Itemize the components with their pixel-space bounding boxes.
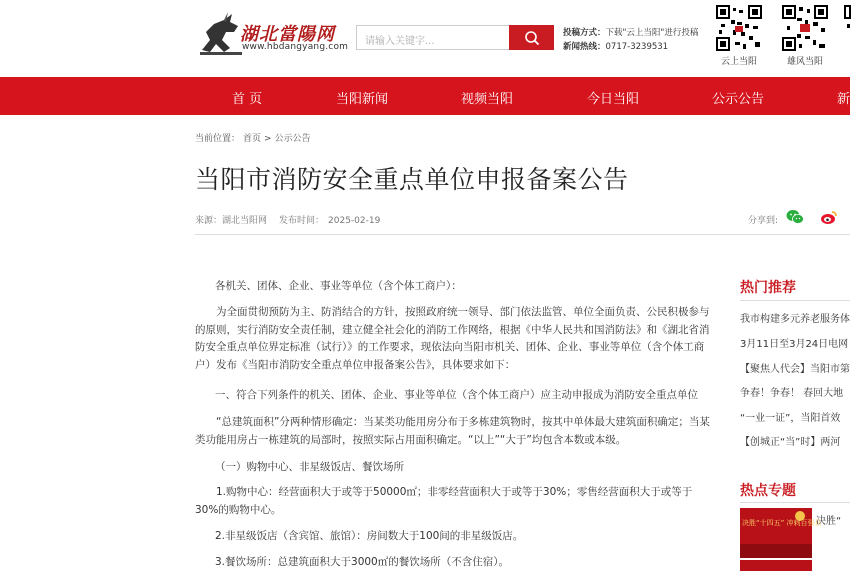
paragraph-item-1: 1.购物中心：经营面积大于或等于50000㎡；非零经营面积大于或等于30%；零售经营面积大于或等于30%的购物中心。	[195, 486, 693, 516]
qr-label-yunshang: 云上当阳	[720, 57, 757, 67]
hot-topic-heading: 热点专题	[740, 483, 796, 499]
paragraph-greeting: 各机关、团体、企业、事业等单位（含个体工商户）：	[215, 280, 462, 292]
qr-code-xiongfeng	[781, 4, 829, 52]
nav-item-more[interactable]: 新	[837, 92, 851, 107]
qr-label-xiongfeng: 雄风当阳	[786, 57, 823, 67]
hot-recommend-divider	[740, 300, 850, 301]
topic-banner-caption: 决胜“十四五” 冲刺百强县	[742, 519, 822, 527]
contact-label-submit: 投稿方式：	[563, 28, 606, 38]
nav-item-today[interactable]: 今日当阳	[587, 92, 640, 107]
breadcrumb-label: 当前位置：	[195, 134, 241, 144]
search-button[interactable]	[509, 25, 554, 50]
logo-url: www.hbdangyang.com	[242, 42, 349, 52]
publish-label: 发布时间：	[279, 216, 325, 226]
hot-item[interactable]: 我市构建多元养老服务体	[740, 314, 850, 325]
article-source: 来源：湖北当阳网	[195, 216, 268, 226]
qr-code-icon	[845, 4, 855, 52]
breadcrumb-separator: >	[264, 134, 272, 144]
wechat-icon	[786, 209, 804, 225]
paragraph-item-3: 3.餐饮场所：总建筑面积大于3000㎡的餐饮场所（不含住宿）。	[215, 556, 509, 568]
weibo-share-button[interactable]	[820, 209, 838, 225]
contact-value-submit: 下载"云上当阳"进行投稿	[605, 28, 699, 38]
hot-item[interactable]: 【创城正“当”时】两河	[740, 437, 841, 448]
hot-item[interactable]: 【聚焦人代会】当阳市第	[740, 364, 850, 375]
search-icon	[524, 30, 540, 46]
nav-item-video[interactable]: 视频当阳	[461, 92, 514, 107]
contact-label-hotline: 新闻热线：	[563, 42, 606, 52]
breadcrumb	[195, 131, 314, 144]
topic-banner-image[interactable]	[740, 508, 822, 558]
logo-text: 湖北當陽网	[240, 24, 335, 45]
contact-value-hotline: 0717-3239531	[605, 42, 669, 52]
qr-code-yunshang	[715, 4, 763, 52]
hot-item[interactable]: “一业一证”，当阳首效	[740, 413, 841, 424]
main-nav	[0, 77, 850, 115]
share-label: 分享到:	[748, 216, 779, 226]
weibo-icon	[820, 209, 838, 225]
paragraph-intro: 为全面贯彻预防为主、防消结合的方针，按照政府统一领导、部门依法监管、单位全面负责、公民积极参与的原则，实行消防安全责任制，建立健全社会化的消防工作网络，根据《中华人民共和国消防法》和《湖北省消防安全重点单位界定标准（试行）》的工作要求，现依法向当阳市机关、团体、企业、事业等单位（含个体工商户）发布《当阳市消防安全重点单位申报备案公告》，具体要求如下：	[195, 306, 710, 371]
qr-code-icon	[781, 4, 829, 52]
hot-item[interactable]: 争春！争春！ 春回大地	[740, 388, 844, 399]
topic-banner-icon	[740, 508, 812, 558]
nav-item-news[interactable]: 当阳新闻	[336, 92, 389, 107]
page-title: 当阳市消防安全重点单位申报备案公告	[195, 165, 629, 194]
wechat-share-button[interactable]	[786, 209, 804, 225]
nav-item-home[interactable]: 首 页	[232, 92, 263, 107]
contact-info	[563, 26, 698, 54]
hot-topic-divider	[740, 502, 850, 503]
horse-rider-logo-icon	[196, 10, 246, 58]
qr-code-partial	[845, 4, 855, 52]
topic-banner-image-2[interactable]	[740, 560, 812, 571]
publish-date: 2025-02-19	[328, 216, 381, 226]
paragraph-section-1: 一、符合下列条件的机关、团体、企业、事业等单位（含个体工商户）应主动申报成为消防安全重点单位	[215, 389, 698, 401]
nav-item-notice[interactable]: 公示公告	[712, 92, 765, 107]
paragraph-area-definition: “总建筑面积”分两种情形确定：当某类功能用房分布于多栋建筑物时，按其中单体最大建筑面积确定；当某类功能用房占一栋建筑的局部时，按照实际占用面积确定。“以上”“大于”均包含本数或本级。	[195, 416, 710, 446]
paragraph-subsection-1: （一）购物中心、非星级饭店、餐饮场所	[215, 461, 404, 473]
paragraph-item-2: 2.非星级饭店（含宾馆、旅馆）：房间数大于100间的非星级饭店。	[215, 530, 524, 542]
hot-item[interactable]: 3月11日至3月24日电网	[740, 339, 849, 350]
breadcrumb-current[interactable]: 公示公告	[274, 134, 311, 144]
article-meta	[195, 213, 392, 226]
hot-recommend-heading: 热门推荐	[740, 280, 796, 296]
title-divider	[195, 234, 850, 235]
search-input[interactable]: 请输入关键字...	[356, 25, 510, 50]
qr-code-icon	[715, 4, 763, 52]
topic-item[interactable]: 决胜“	[816, 516, 842, 527]
breadcrumb-home[interactable]: 首页	[243, 134, 262, 144]
